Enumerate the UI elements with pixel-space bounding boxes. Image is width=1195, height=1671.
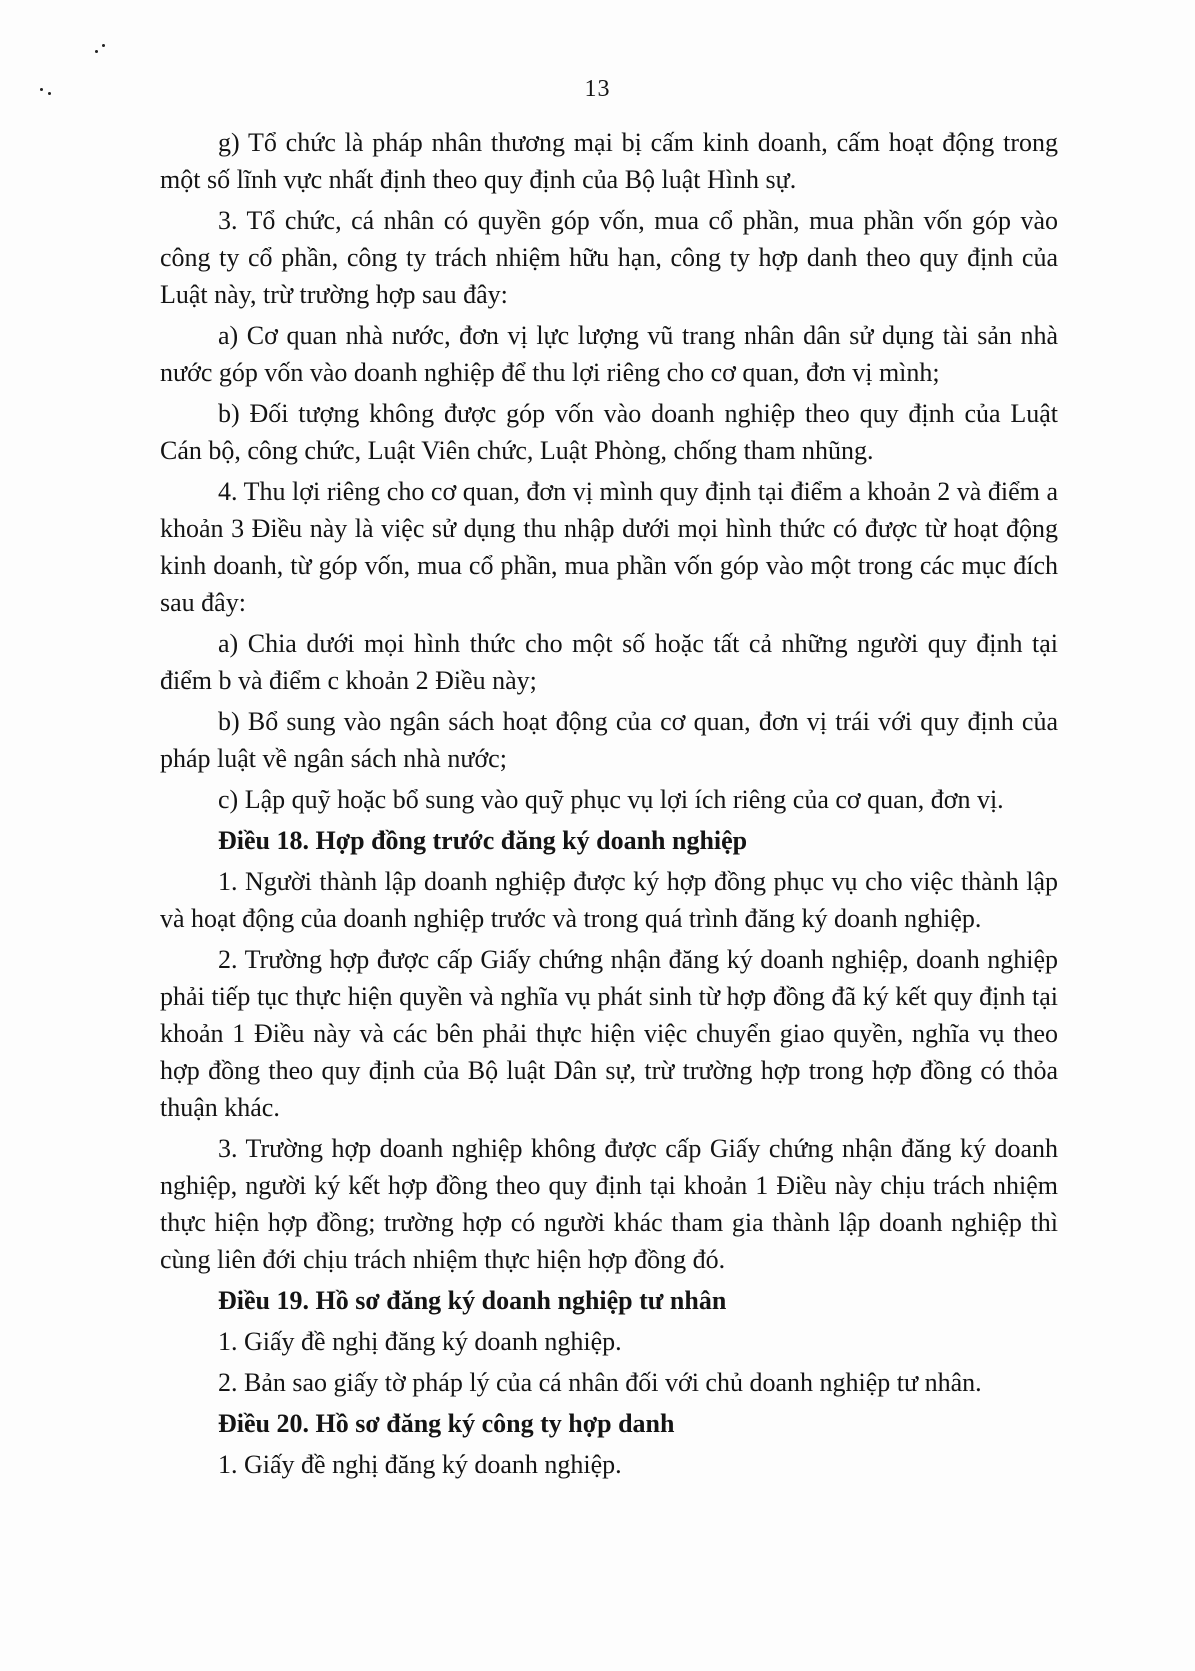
article-heading: Điều 20. Hồ sơ đăng ký công ty hợp danh <box>218 1409 675 1438</box>
scan-speck <box>95 50 98 53</box>
paragraph: b) Đối tượng không được góp vốn vào doanh nghiệp theo quy định của Luật Cán bộ, công chức, Luật Viên chức, Luật Phòng, chống tham nhũng. <box>160 399 1058 465</box>
paragraph: c) Lập quỹ hoặc bổ sung vào quỹ phục vụ lợi ích riêng của cơ quan, đơn vị. <box>218 785 1004 814</box>
paragraph: 3. Trường hợp doanh nghiệp không được cấp Giấy chứng nhận đăng ký doanh nghiệp, người ký kết hợp đồng theo quy định tại khoản 1 Điều này chịu trách nhiệm thực hiện hợp đồng; trường hợp có người khác tham gia thành lập doanh nghiệp thì cùng liên đới chịu trách nhiệm thực hiện hợp đồng đó. <box>160 1134 1058 1274</box>
paragraph: 1. Giấy đề nghị đăng ký doanh nghiệp. <box>218 1327 622 1356</box>
paragraph: 4. Thu lợi riêng cho cơ quan, đơn vị mình quy định tại điểm a khoản 2 và điểm a khoản 3 Điều này là việc sử dụng thu nhập dưới mọi hình thức có được từ hoạt động kinh doanh, từ góp vốn, mua cổ phần, mua phần vốn góp vào một trong các mục đích sau đây: <box>160 477 1058 617</box>
article-heading: Điều 18. Hợp đồng trước đăng ký doanh nghiệp <box>218 826 748 855</box>
page-number: 13 <box>584 76 611 102</box>
paragraph: 3. Tổ chức, cá nhân có quyền góp vốn, mua cổ phần, mua phần vốn góp vào công ty cổ phần, công ty trách nhiệm hữu hạn, công ty hợp danh theo quy định của Luật này, trừ trường hợp sau đây: <box>160 206 1058 309</box>
article-heading: Điều 19. Hồ sơ đăng ký doanh nghiệp tư nhân <box>218 1286 727 1315</box>
paragraph: b) Bổ sung vào ngân sách hoạt động của cơ quan, đơn vị trái với quy định của pháp luật về ngân sách nhà nước; <box>160 707 1058 773</box>
scan-speck <box>102 44 105 47</box>
paragraph: 1. Người thành lập doanh nghiệp được ký hợp đồng phục vụ cho việc thành lập và hoạt động của doanh nghiệp trước và trong quá trình đăng ký doanh nghiệp. <box>160 867 1058 933</box>
paragraph: 2. Bản sao giấy tờ pháp lý của cá nhân đối với chủ doanh nghiệp tư nhân. <box>218 1368 982 1397</box>
paragraph: a) Cơ quan nhà nước, đơn vị lực lượng vũ trang nhân dân sử dụng tài sản nhà nước góp vốn vào doanh nghiệp để thu lợi riêng cho cơ quan, đơn vị mình; <box>160 321 1058 387</box>
paragraph: 1. Giấy đề nghị đăng ký doanh nghiệp. <box>218 1450 622 1479</box>
paragraph: 2. Trường hợp được cấp Giấy chứng nhận đăng ký doanh nghiệp, doanh nghiệp phải tiếp tục thực hiện quyền và nghĩa vụ phát sinh từ hợp đồng đã ký kết quy định tại khoản 1 Điều này và các bên phải thực hiện việc chuyển giao quyền, nghĩa vụ theo hợp đồng theo quy định của Bộ luật Dân sự, trừ trường hợp trong hợp đồng có thỏa thuận khác. <box>160 945 1058 1122</box>
paragraph: a) Chia dưới mọi hình thức cho một số hoặc tất cả những người quy định tại điểm b và điểm c khoản 2 Điều này; <box>160 629 1058 695</box>
paragraph: g) Tổ chức là pháp nhân thương mại bị cấm kinh doanh, cấm hoạt động trong một số lĩnh vực nhất định theo quy định của Bộ luật Hình sự. <box>160 128 1058 194</box>
document-body <box>160 124 1058 1487</box>
